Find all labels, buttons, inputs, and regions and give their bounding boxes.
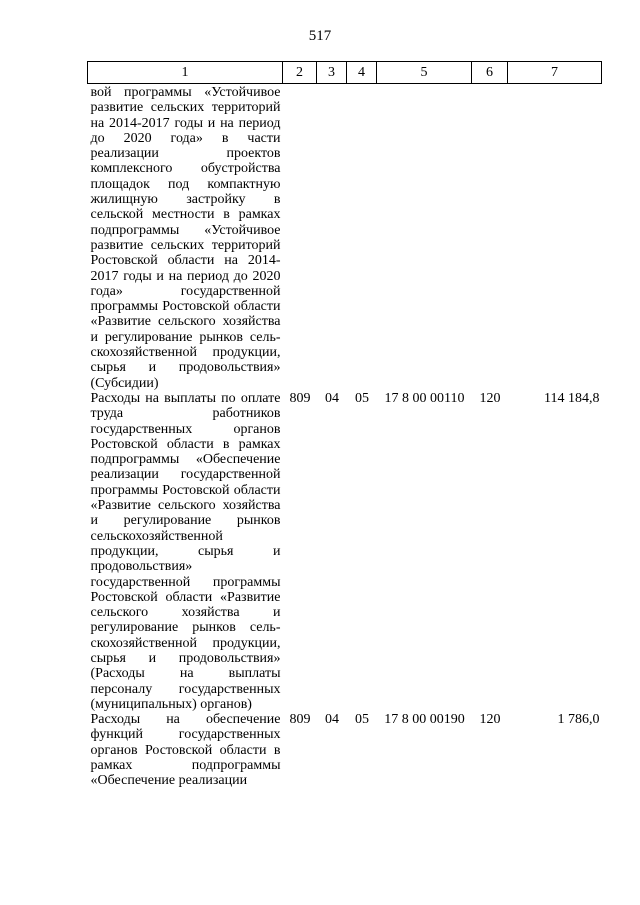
row-amount: [508, 84, 602, 391]
row-section-code: [317, 84, 347, 391]
table-row: [88, 712, 602, 788]
header-col-1: 1: [88, 62, 283, 84]
row-expense-type: 120: [479, 390, 501, 406]
page-number: 517: [308, 28, 332, 44]
row-amount: 114 184,8: [544, 390, 600, 406]
row-subsection-code: 05: [355, 712, 369, 728]
row-section-code: 04: [325, 712, 339, 728]
header-col-3: 3: [317, 62, 347, 84]
table-row: [88, 84, 602, 391]
row-ministry-code: 809: [289, 712, 311, 728]
row-description: Расходы на обеспечение функций государственных органов Ростовской области в рамках подпрограммы «Обеспечение реализации: [90, 712, 281, 789]
row-expense-type: [472, 84, 508, 391]
row-target-code: 17 8 00 00190: [384, 712, 465, 728]
row-subsection-code: 05: [355, 390, 369, 406]
row-ministry-code: 809: [289, 390, 311, 406]
row-expense-type: 120: [479, 712, 501, 728]
header-col-5: 5: [377, 62, 472, 84]
row-description: вой программы «Устойчивое развитие сельских территорий на 2014-2017 годы и на период до 2020 года» в части реализации проектов комплексного обустройства площадок под компактную жилищную застройку в сельской местности в рамках подпрограммы «Устойчивое развитие сельских территорий Ростовской области на 2014-2017 годы и на период до 2020 года» государственной программы Ростовской области «Развитие сельского хозяйства и регулирование рынков сельскохозяйственной продукции, сырья и продовольствия» (Субсидии): [90, 85, 281, 391]
row-target-code: 17 8 00 00110: [384, 390, 465, 406]
table-header-row: [88, 62, 602, 84]
row-section-code: 04: [325, 390, 339, 406]
budget-table: [87, 61, 602, 789]
header-col-4: 4: [347, 62, 377, 84]
row-amount: 1 786,0: [557, 712, 600, 728]
header-col-7: 7: [508, 62, 602, 84]
header-col-2: 2: [283, 62, 317, 84]
row-description: Расходы на выплаты по оплате труда работников государственных органов Ростовской области в рамках подпрограммы «Обеспечение реализации государственной программы Ростовской области «Развитие сельского хозяйства и регулирование рынков сельскохозяйственной продукции, сырья и продовольствия» государственной программы Ростовской области «Развитие сельского хозяйства и регулирование рынков сельскохозяйственной продукции, сырья и продовольствия» (Расходы на выплаты персоналу государственных (муниципальных) органов): [90, 390, 281, 712]
header-col-6: 6: [472, 62, 508, 84]
row-subsection-code: [347, 84, 377, 391]
row-ministry-code: [283, 84, 317, 391]
table-row: [88, 391, 602, 712]
row-target-code: [377, 84, 472, 391]
